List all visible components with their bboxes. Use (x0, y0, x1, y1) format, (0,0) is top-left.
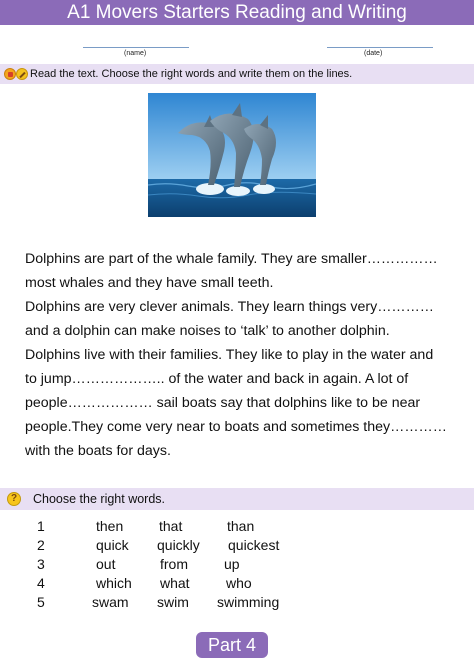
passage-line: with the boats for days. (25, 443, 171, 459)
option-row (0, 594, 474, 613)
passage-line: and a dolphin can make noises to ‘talk’ to another dolphin. (25, 323, 390, 339)
option-word[interactable]: out (96, 556, 116, 572)
option-word[interactable]: quickly (157, 537, 200, 553)
worksheet-title: A1 Movers Starters Reading and Writing (0, 0, 474, 25)
pencil-icon (16, 68, 28, 80)
option-number: 1 (37, 518, 45, 534)
question-icon: ? (7, 492, 21, 506)
passage-line: Dolphins live with their families. They like to play in the water and (25, 347, 434, 363)
dolphin-photo (148, 93, 316, 217)
option-row (0, 537, 474, 556)
name-line[interactable] (83, 47, 189, 48)
option-row (0, 575, 474, 594)
option-word[interactable]: up (224, 556, 240, 572)
choose-bar (0, 488, 474, 510)
passage-line: people……………… sail boats say that dolphins like to be near (25, 395, 421, 411)
option-word[interactable]: from (160, 556, 188, 572)
option-word[interactable]: swam (92, 594, 129, 610)
option-word[interactable]: then (96, 518, 124, 534)
date-line[interactable] (327, 47, 433, 48)
instruction-bar (0, 64, 474, 84)
option-row (0, 556, 474, 575)
option-word[interactable]: which (96, 575, 132, 591)
date-caption: (date) (364, 50, 383, 57)
passage-line: Dolphins are very clever animals. They learn things very………… (25, 299, 434, 315)
part-badge: Part 4 (196, 632, 268, 658)
name-caption: (name) (124, 50, 147, 57)
dolphin-illustration (148, 93, 316, 217)
passage-line: Dolphins are part of the whale family. They are smaller…………… (25, 251, 438, 267)
option-number: 3 (37, 556, 45, 572)
option-word[interactable]: who (226, 575, 252, 591)
choose-label: Choose the right words. (33, 492, 166, 506)
passage-line: people.They come very near to boats and sometimes they………… (25, 419, 447, 435)
option-row (0, 518, 474, 537)
option-number: 2 (37, 537, 45, 553)
instruction-text: Read the text. Choose the right words and write them on the lines. (30, 68, 353, 80)
option-word[interactable]: quickest (228, 537, 280, 553)
option-word[interactable]: that (159, 518, 183, 534)
option-word[interactable]: what (160, 575, 190, 591)
option-word[interactable]: swim (157, 594, 189, 610)
option-number: 4 (37, 575, 45, 591)
passage-line: to jump……………….. of the water and back in again. A lot of (25, 371, 409, 387)
option-word[interactable]: quick (96, 537, 129, 553)
option-word[interactable]: than (227, 518, 255, 534)
option-word[interactable]: swimming (217, 594, 280, 610)
book-icon (4, 68, 16, 80)
passage-line: most whales and they have small teeth. (25, 275, 274, 291)
reading-passage (25, 247, 465, 463)
option-number: 5 (37, 594, 45, 610)
